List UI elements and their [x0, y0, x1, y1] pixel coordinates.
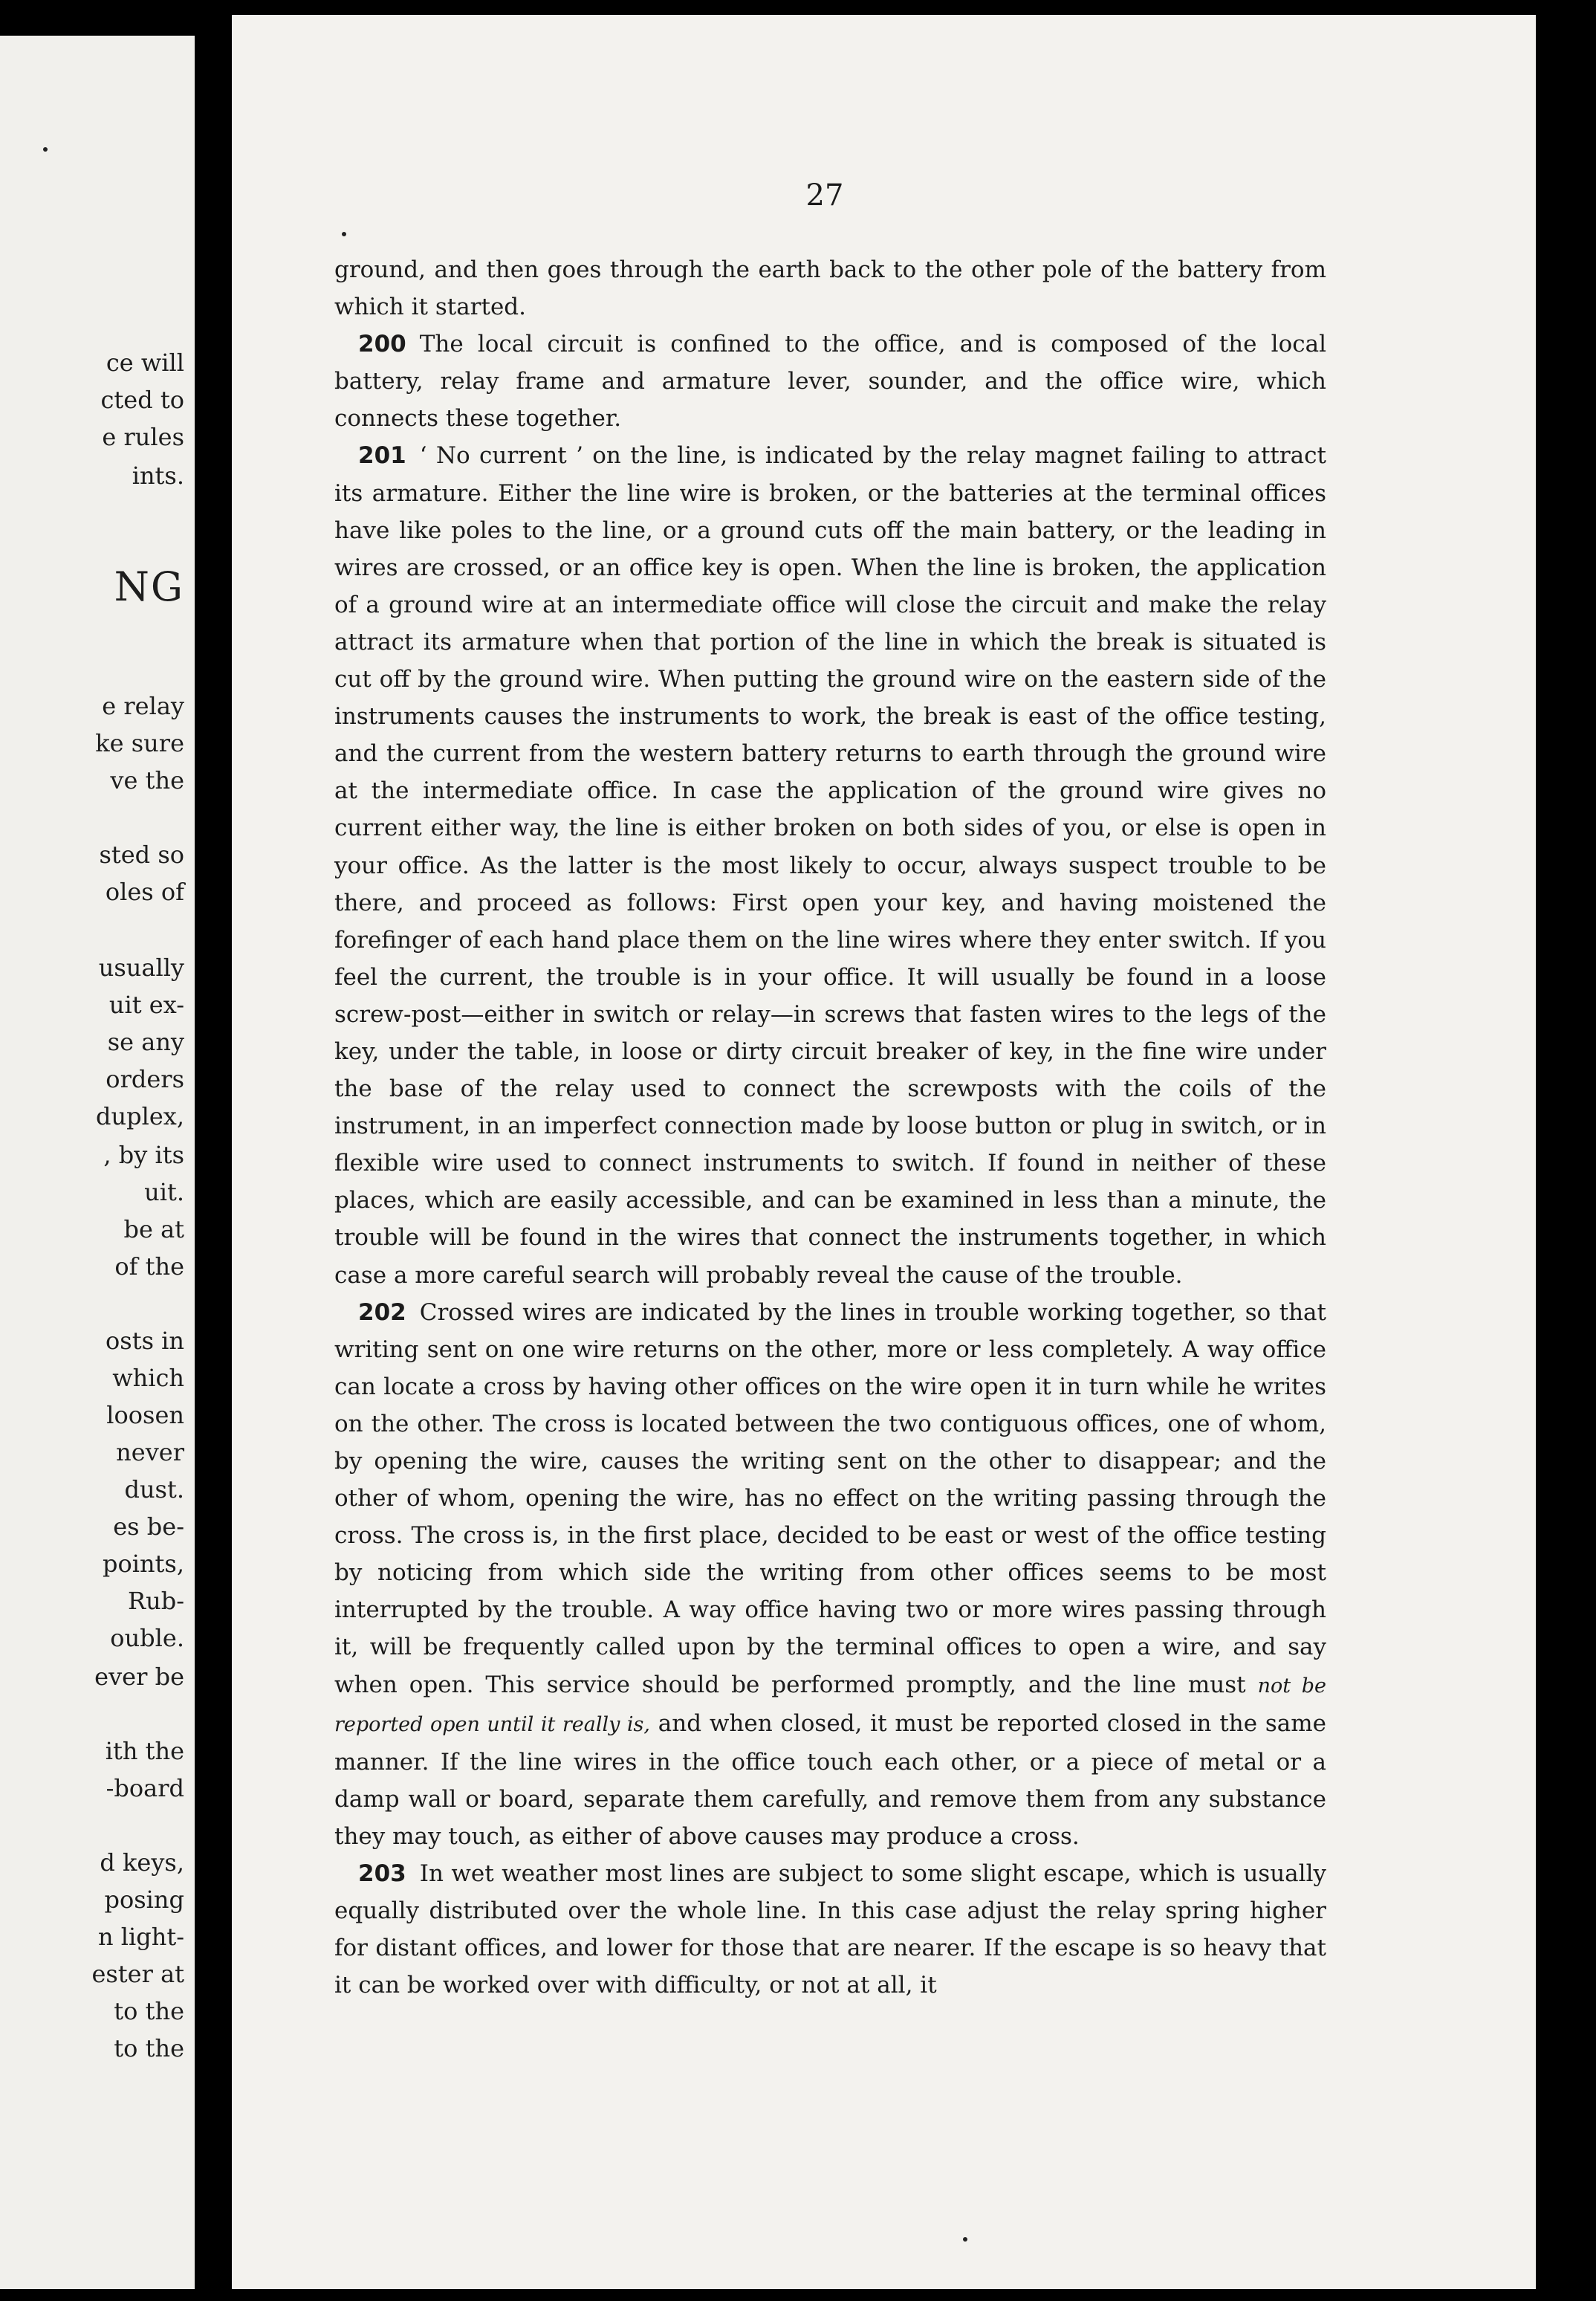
- left-page-heading-fragment: NG: [114, 563, 184, 610]
- paragraph-203: 203 In wet weather most lines are subject to some slight escape, which is usually equally distributed over the whole line. In this case adjust the relay spring higher for distant offices, and lower for those that are nearer. If the escape is so heavy that it can be worked over with difficulty, or not at all, it: [334, 1860, 1326, 1999]
- left-page-line-fragment: ester at: [91, 1960, 184, 1988]
- left-page-line-fragment: es be-: [113, 1512, 184, 1541]
- left-page-line-fragment: to the: [114, 2034, 184, 2062]
- left-page-line-fragment: never: [116, 1438, 184, 1466]
- left-page-line-fragment: ouble.: [110, 1624, 184, 1652]
- page-body: [334, 251, 1326, 2004]
- left-page-line-fragment: ke sure: [95, 729, 184, 757]
- left-page-line-fragment: uit.: [144, 1178, 184, 1206]
- paragraph-number: 201: [358, 442, 406, 470]
- left-page-line-fragment: ve the: [110, 766, 184, 794]
- paragraph-202: 202 Crossed wires are indicated by the lines in trouble working together, so that writing sent on one wire returns on the other, more or less completely. A way office can locate a cross by having other offices on the wire open it in turn while he writes on the other. The cross is located between the two contiguous offices, one of whom, by opening the wire, causes the writing sent on the other to disappear; and the other of whom, opening the wire, has no effect on the writing passing through the cross. The cross is, in the first place, decided to be east or west of the office testing by noticing from which side the writing from other offices seems to be most interrupted by the trouble. A way office having two or more wires passing through it, will be frequently called upon by the terminal offices to open a wire, and say when open. This service should be performed promptly, and the line must not be reported open until it really is, and when closed, it must be reported closed in the same manner. If the line wires in the office touch each other, or a piece of metal or a damp wall or board, separate them carefully, and remove them from any substance they may touch, as either of above causes may produce a cross.: [334, 1298, 1327, 1850]
- left-page-line-fragment: to the: [114, 1997, 184, 2025]
- left-page-line-fragment: ce will: [106, 349, 184, 377]
- speck: [342, 232, 346, 236]
- left-page-line-fragment: , by its: [103, 1141, 184, 1169]
- left-page-line-fragment: e rules: [102, 423, 184, 451]
- left-page-line-fragment: be at: [123, 1215, 184, 1243]
- left-page: [0, 36, 195, 2289]
- left-page-line-fragment: d keys,: [100, 1848, 184, 1877]
- left-page-line-fragment: n light-: [97, 1923, 184, 1951]
- scan-border: [1536, 0, 1596, 2301]
- left-page-line-fragment: -board: [106, 1774, 184, 1802]
- left-page-line-fragment: loosen: [106, 1401, 184, 1429]
- page-number: 27: [805, 178, 844, 213]
- left-page-line-fragment: se any: [107, 1028, 184, 1056]
- paragraph-number: 202: [358, 1298, 406, 1326]
- left-page-line-fragment: which: [112, 1364, 184, 1392]
- left-page-line-fragment: osts in: [106, 1327, 184, 1355]
- left-page-line-fragment: usually: [98, 954, 184, 982]
- left-page-line-fragment: posing: [104, 1886, 184, 1914]
- left-page-line-fragment: sted so: [99, 841, 184, 869]
- book-gutter: [195, 0, 232, 2301]
- paragraph-201: 201 ‘ No current ’ on the line, is indicated by the relay magnet failing to attract its armature. Either the line wire is broken, or the batteries at the terminal offices have like poles to the line, or a ground cuts off the main battery, or the leading in wires are crossed, or an office key is open. When the line is broken, the application of a ground wire at an intermediate office will close the circuit and make the relay attract its armature when that portion of the line in which the break is situated is cut off by the ground wire. When putting the ground wire on the eastern side of the instruments causes the instruments to work, the break is east of the office testing, and the current from the western battery returns to earth through the ground wire at the intermediate office. In case the application of the ground wire gives no current either way, the line is either broken on both sides of you, or else is open in your office. As the latter is the most likely to occur, always suspect trouble to be there, and proceed as follows: First open your key, and having moistened the forefinger of each hand place them on the line wires where they enter switch. If you feel the current, the trouble is in your office. It will usually be found in a loose screw-post—either in switch or relay—in screws that fasten wires to the legs of the key, under the table, in loose or dirty circuit breaker of key, in the fine wire under the base of the relay used to connect the screwposts with the coils of the instrument, in an imperfect connection made by loose button or plug in switch, or in flexible wire used to connect instruments to switch. If found in neither of these places, which are easily accessible, and can be examined in less than a minute, the trouble will be found in the wires that connect the instruments together, in which case a more careful search will probably reveal the cause of the trouble.: [334, 442, 1326, 1289]
- paragraph-continuation: ground, and then goes through the earth back to the other pole of the battery from which it started.: [334, 256, 1326, 321]
- left-page-line-fragment: points,: [102, 1550, 184, 1578]
- left-page-line-fragment: oles of: [105, 878, 184, 906]
- emphasized-text: not be reported open until it really is,: [334, 1674, 1327, 1736]
- paragraph-number: 203: [358, 1860, 406, 1888]
- paragraph-200: 200 The local circuit is confined to the office, and is composed of the local battery, relay frame and armature lever, sounder, and the office wire, which connects these together.: [334, 331, 1326, 433]
- left-page-line-fragment: cted to: [100, 386, 184, 414]
- speck: [963, 2237, 967, 2242]
- left-page-line-fragment: dust.: [124, 1475, 184, 1504]
- left-page-line-fragment: of the: [114, 1252, 184, 1281]
- left-page-line-fragment: ith the: [105, 1737, 184, 1765]
- left-page-line-fragment: ints.: [132, 462, 184, 490]
- left-page-line-fragment: duplex,: [96, 1102, 184, 1130]
- left-page-line-fragment: orders: [106, 1065, 184, 1093]
- left-page-line-fragment: Rub-: [128, 1587, 184, 1615]
- left-page-line-fragment: ever be: [94, 1663, 184, 1691]
- speck: [43, 147, 48, 152]
- left-page-line-fragment: uit ex-: [108, 991, 184, 1019]
- left-page-line-fragment: e relay: [102, 692, 184, 720]
- paragraph-number: 200: [358, 331, 406, 358]
